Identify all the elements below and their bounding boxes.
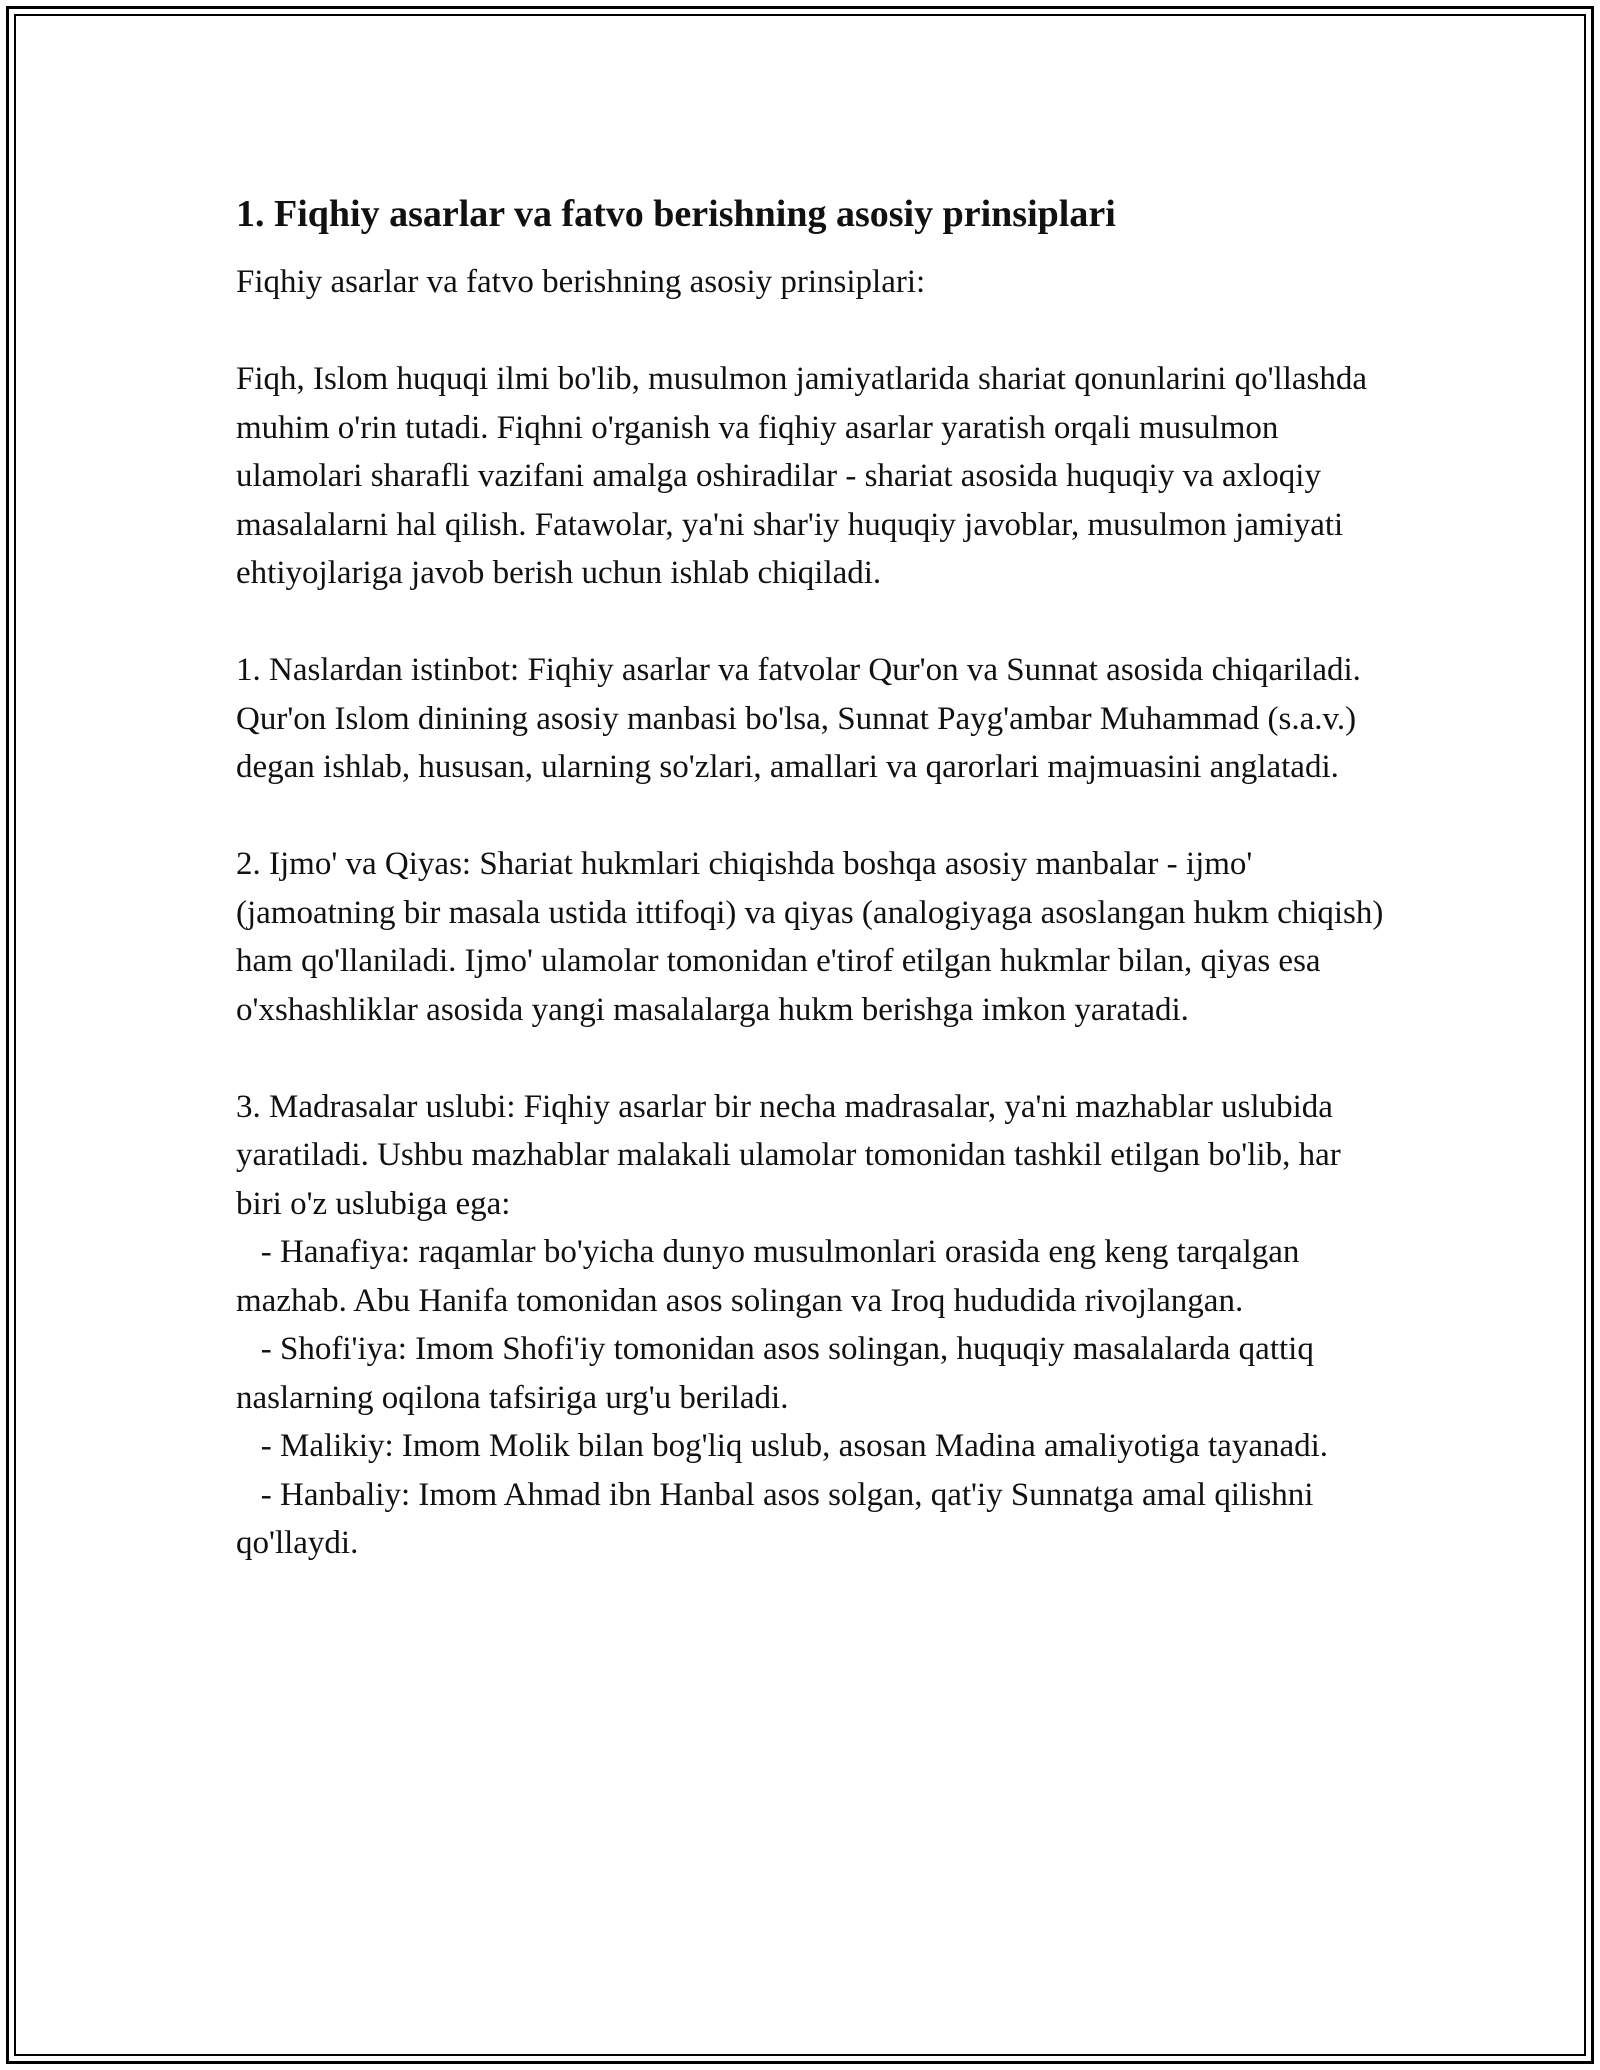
paragraph-spacer bbox=[236, 598, 1386, 647]
intro-paragraph: Fiqhiy asarlar va fatvo berishning asosiy prinsiplari: bbox=[236, 264, 926, 300]
principle-1-paragraph: 1. Naslardan istinbot: Fiqhiy asarlar va fatvolar Qur'on va Sunnat asosida chiqariladi. Qur'on Islom dinining asosiy manbasi bo'lsa, Sunnat Payg'ambar Muhammad (s.a.v.) degan ishlab, hususan, ularning so'zlari, amallari va qarorlari majmuasini anglatadi. bbox=[236, 652, 1370, 785]
madhab-malikiy-item: - Malikiy: Imom Molik bilan bog'liq uslub, asosan Madina amaliyotiga tayanadi. bbox=[236, 1428, 1329, 1464]
paragraph-spacer bbox=[236, 1034, 1386, 1083]
paragraph-spacer bbox=[236, 792, 1386, 841]
document-title: 1. Fiqhiy asarlar va fatvo berishning asosiy prinsiplari bbox=[236, 193, 1116, 235]
fiqh-definition-paragraph: Fiqh, Islom huquqi ilmi bo'lib, musulmon jamiyatlarida shariat qonunlarini qo'llashda muhim o'rin tutadi. Fiqhni o'rganish va fiqhiy asarlar yaratish orqali musulmon ulamolari sharafli vazifani amalga oshiradilar - shariat asosida huquqiy va axloqiy masalalarni hal qilish. Fatawolar, ya'ni shar'iy huquqiy javoblar, musulmon jamiyati ehtiyojlariga javob berish uchun ishlab chiqiladi. bbox=[236, 361, 1376, 591]
principle-3-paragraph: 3. Madrasalar uslubi: Fiqhiy asarlar bir necha madrasalar, ya'ni mazhablar uslubida yaratiladi. Ushbu mazhablar malakali ulamolar tomonidan tashkil etilgan bo'lib, har biri o'z uslubiga ega: bbox=[236, 1088, 1349, 1222]
madhab-shafiiya-item: - Shofi'iya: Imom Shofi'iy tomonidan asos solingan, huquqiy masalalarda qattiq naslarning oqilona tafsiriga urg'u beriladi. bbox=[236, 1331, 1323, 1416]
document-body bbox=[236, 186, 1392, 1568]
paragraph-spacer bbox=[236, 307, 1386, 356]
madhab-hanbaliy-item: - Hanbaliy: Imom Ahmad ibn Hanbal asos solgan, qat'iy Sunnatga amal qilishni qo'llaydi. bbox=[236, 1476, 1322, 1561]
madhab-hanafiya-item: - Hanafiya: raqamlar bo'yicha dunyo musulmonlari orasida eng keng tarqalgan mazhab. Abu Hanifa tomonidan asos solingan va Iroq hududida rivojlangan. bbox=[236, 1234, 1308, 1319]
principle-2-paragraph: 2. Ijmo' va Qiyas: Shariat hukmlari chiqishda boshqa asosiy manbalar - ijmo' (jamoatning bir masala ustida ittifoqi) va qiyas (analogiyaga asoslangan hukm chiqish) ham qo'llaniladi. Ijmo' ulamolar tomonidan e'tirof etilgan hukmlar bilan, qiyas esa o'xshashliklar asosida yangi masalalarga hukm berishga imkon yaratadi. bbox=[236, 846, 1392, 1028]
